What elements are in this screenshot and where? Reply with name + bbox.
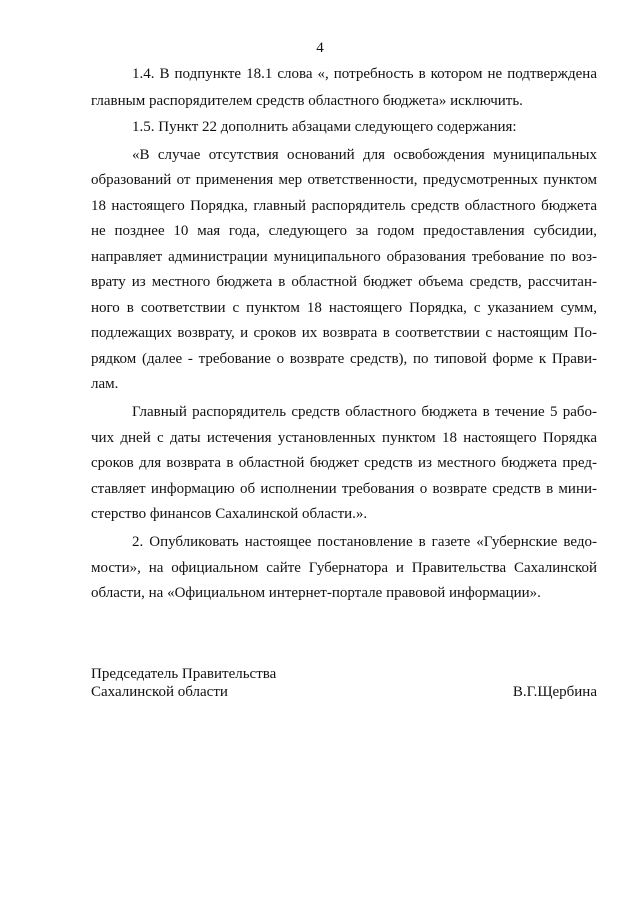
paragraph-line: направляет администрации муниципального образования требование по воз- [91, 249, 597, 265]
paragraph-line: стерство финансов Сахалинской области.». [91, 506, 368, 522]
paragraph-line: рядком (далее - требование о возврате средств), по типовой форме к Прави- [91, 351, 597, 367]
signatory-title-line2: Сахалинской области [91, 684, 228, 700]
paragraph-line: 1.4. В подпункте 18.1 слова «, потребность в котором не подтверждена [132, 66, 597, 82]
paragraph-line: образований от применения мер ответственности, предусмотренных пунктом [91, 172, 597, 188]
paragraph-line: ставляет информацию об исполнении требования о возврате средств в мини- [91, 481, 597, 497]
paragraph-line: ного в соответствии с пунктом 18 настоящего Порядка, с указанием сумм, [91, 300, 597, 316]
signatory-title-line1: Председатель Правительства [91, 666, 277, 682]
paragraph-line: «В случае отсутствия оснований для освобождения муниципальных [132, 147, 597, 163]
paragraph-line: 2. Опубликовать настоящее постановление в газете «Губернские ведо- [132, 534, 597, 550]
paragraph-line: 1.5. Пункт 22 дополнить абзацами следующего содержания: [132, 119, 517, 135]
page-number: 4 [316, 40, 324, 56]
paragraph-line: не позднее 10 мая года, следующего за годом предоставления субсидии, [91, 223, 597, 239]
paragraph-line: лам. [91, 376, 119, 392]
paragraph-line: области, на «Официальном интернет-портале правовой информации». [91, 585, 541, 601]
paragraph-line: главным распорядителем средств областного бюджета» исключить. [91, 93, 523, 109]
paragraph-line: 18 настоящего Порядка, главный распорядитель средств областного бюджета [91, 198, 597, 214]
paragraph-line: Главный распорядитель средств областного бюджета в течение 5 рабо- [132, 404, 597, 420]
paragraph-line: мости», на официальном сайте Губернатора и Правительства Сахалинской [91, 560, 597, 576]
paragraph-line: сроков для возврата в областной бюджет средств из местного бюджета пред- [91, 455, 597, 471]
paragraph-line: подлежащих возврату, и сроков их возврата в соответствии с настоящим По- [91, 325, 597, 341]
paragraph-line: врату из местного бюджета в областной бюджет объема средств, рассчитан- [91, 274, 597, 290]
signatory-name: В.Г.Щербина [512, 684, 597, 700]
paragraph-line: чих дней с даты истечения установленных пунктом 18 настоящего Порядка [91, 430, 597, 446]
